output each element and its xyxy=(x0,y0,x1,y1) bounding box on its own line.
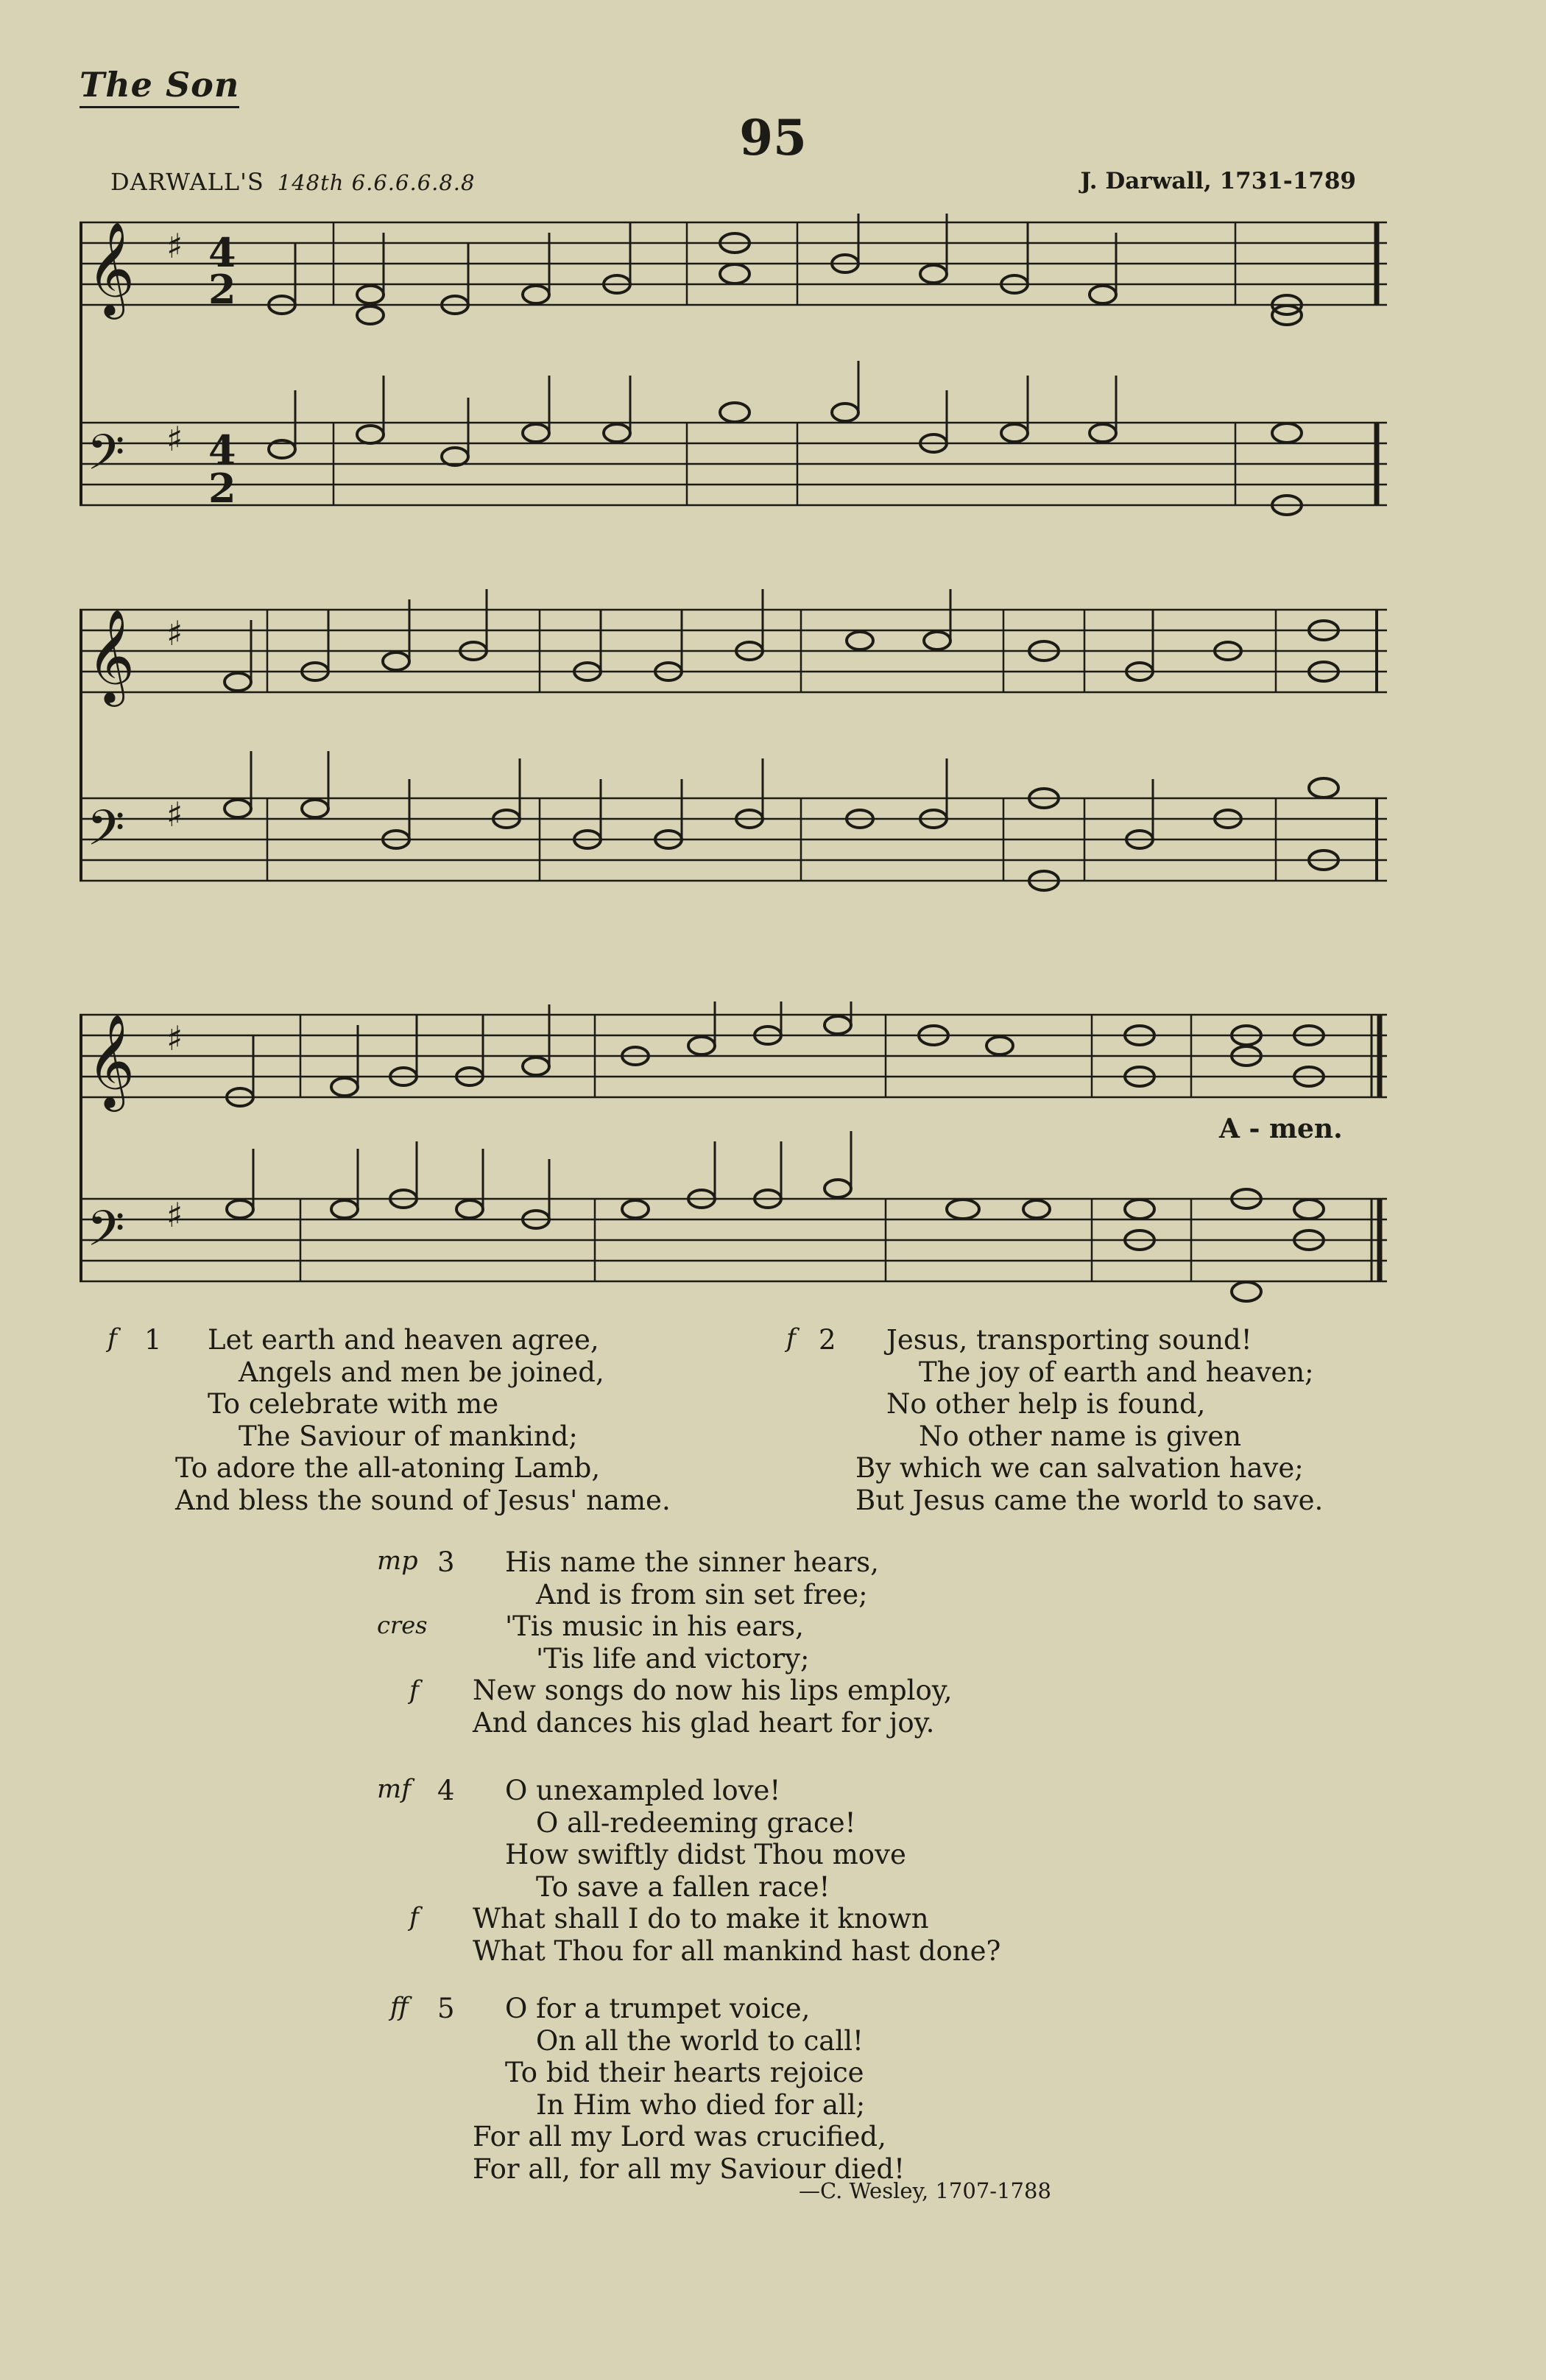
svg-text:𝄢: 𝄢 xyxy=(87,1200,125,1269)
verse-line: What shall I do to make it known xyxy=(473,1903,929,1934)
verse-line: O all-redeeming grace! xyxy=(536,1806,856,1839)
verse-line: Angels and men be joined, xyxy=(239,1356,604,1388)
verse-2-number: 2 xyxy=(819,1324,836,1356)
hymn-number: 95 xyxy=(739,109,807,166)
tune-title: DARWALL'S xyxy=(110,168,264,196)
amen-lyric: A - men. xyxy=(1219,1113,1343,1144)
verse-line: What Thou for all mankind hast done? xyxy=(473,1934,1001,1967)
svg-text:♯: ♯ xyxy=(166,1195,183,1235)
svg-text:4: 4 xyxy=(208,426,236,473)
verse-3 xyxy=(473,1546,953,1739)
svg-text:♯: ♯ xyxy=(166,419,183,459)
verse-line: For all my Lord was crucified, xyxy=(473,2121,886,2152)
verse-4-number: 4 xyxy=(437,1775,455,1806)
verse-3-number: 3 xyxy=(437,1546,455,1578)
svg-text:♯: ♯ xyxy=(166,795,183,834)
verse-line: For all, for all my Saviour died! xyxy=(473,2152,905,2185)
verse-2-dynamic: f xyxy=(786,1324,796,1353)
verse-4 xyxy=(473,1775,1000,1967)
verse-line: The joy of earth and heaven; xyxy=(919,1356,1314,1388)
verse-line: No other name is given xyxy=(919,1420,1242,1452)
music-system-3 xyxy=(80,1001,1387,1311)
music-system-2 xyxy=(80,589,1387,913)
svg-text:4: 4 xyxy=(208,229,236,276)
verse-line: 'Tis life and victory; xyxy=(536,1642,810,1675)
verse-line: On all the world to call! xyxy=(536,2024,864,2057)
composer: J. Darwall, 1731-1789 xyxy=(1080,168,1356,194)
verse-line: Jesus, transporting sound! xyxy=(886,1324,1252,1356)
tune-name xyxy=(110,168,475,196)
verse-line: And is from sin set free; xyxy=(536,1578,868,1610)
verse-2 xyxy=(855,1324,1323,1516)
svg-text:♯: ♯ xyxy=(166,613,183,653)
verse-line: To adore the all-atoning Lamb, xyxy=(175,1452,601,1484)
verse-line: And dances his glad heart for joy. xyxy=(473,1706,935,1739)
svg-text:𝄢: 𝄢 xyxy=(87,800,125,868)
music-system-1 xyxy=(80,214,1387,538)
verse-line: To save a fallen race! xyxy=(536,1870,830,1903)
verse-line: In Him who died for all; xyxy=(536,2088,866,2121)
verse-3-forte: f xyxy=(409,1676,419,1705)
svg-text:𝄞: 𝄞 xyxy=(87,1013,135,1108)
svg-text:𝄞: 𝄞 xyxy=(87,221,135,315)
svg-text:♯: ♯ xyxy=(166,226,183,266)
verse-line: O unexampled love! xyxy=(505,1775,781,1806)
verse-5 xyxy=(473,1993,905,2185)
verse-5-number: 5 xyxy=(437,1993,455,2024)
verse-line: Let earth and heaven agree, xyxy=(208,1324,599,1356)
verse-line: And bless the sound of Jesus' name. xyxy=(175,1484,671,1516)
svg-text:♯: ♯ xyxy=(166,1018,183,1058)
verse-line: The Saviour of mankind; xyxy=(239,1420,578,1452)
verse-line: 'Tis music in his ears, xyxy=(505,1610,804,1642)
svg-text:2: 2 xyxy=(208,266,236,313)
verse-line: To celebrate with me xyxy=(208,1388,499,1420)
attribution: —C. Wesley, 1707-1788 xyxy=(799,2178,1051,2203)
verse-line: But Jesus came the world to save. xyxy=(855,1484,1324,1516)
svg-text:𝄞: 𝄞 xyxy=(87,608,135,703)
verse-line: No other help is found, xyxy=(886,1388,1206,1420)
verse-4-dynamic: mf xyxy=(377,1775,412,1804)
verse-1-dynamic: f xyxy=(107,1324,117,1353)
verse-3-cres: cres xyxy=(377,1611,428,1639)
svg-text:𝄢: 𝄢 xyxy=(87,424,125,493)
verse-line: New songs do now his lips employ, xyxy=(473,1675,953,1706)
tune-meter: 148th 6.6.6.6.8.8 xyxy=(277,170,476,195)
verse-line: To bid their hearts rejoice xyxy=(505,2057,864,2088)
verse-5-dynamic: ff xyxy=(390,1993,409,2022)
section-label: The Son xyxy=(80,65,239,108)
verse-1 xyxy=(175,1324,671,1516)
verse-3-dynamic: mp xyxy=(377,1546,418,1576)
verse-4-forte: f xyxy=(409,1903,419,1932)
verse-line: O for a trumpet voice, xyxy=(505,1993,811,2024)
verse-1-number: 1 xyxy=(144,1324,162,1356)
verse-line: His name the sinner hears, xyxy=(505,1546,879,1578)
verse-line: By which we can salvation have; xyxy=(855,1452,1304,1484)
svg-text:2: 2 xyxy=(208,465,236,512)
verse-line: How swiftly didst Thou move xyxy=(505,1839,906,1870)
